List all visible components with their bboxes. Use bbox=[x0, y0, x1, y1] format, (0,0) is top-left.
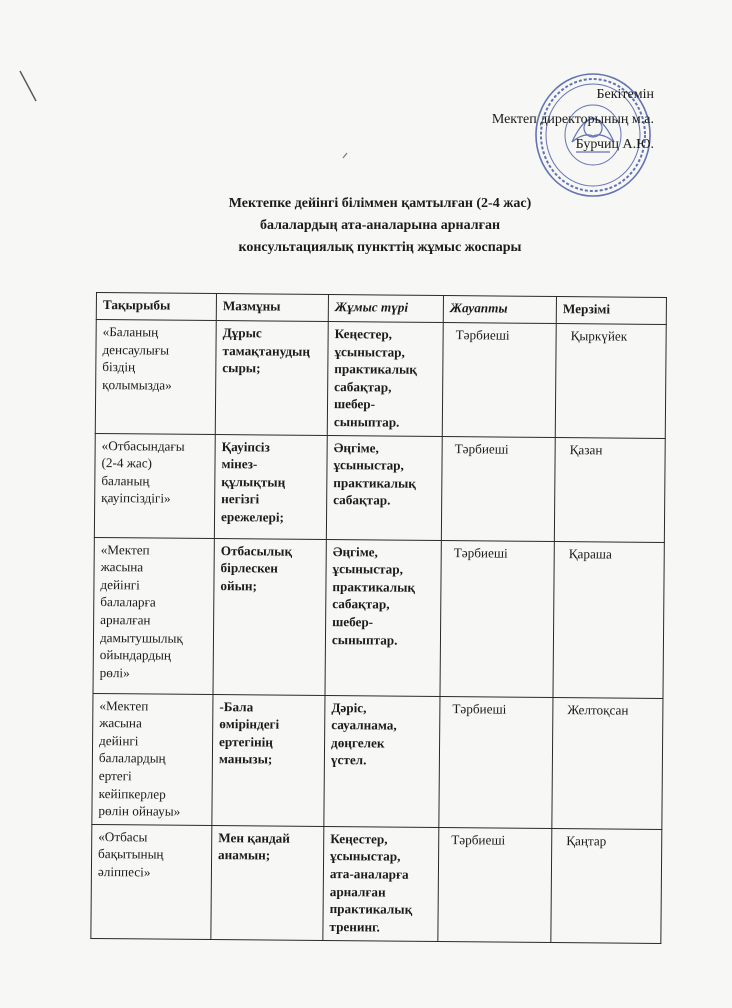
scan-mark-dot bbox=[340, 150, 352, 162]
cell-term: Қараша bbox=[553, 541, 664, 698]
cell-content: Дұрыс тамақтанудың сыры; bbox=[215, 321, 328, 436]
cell-work-type: Кеңестер, ұсыныстар, практикалық сабақтар, шебер- сыныптар. bbox=[327, 322, 443, 437]
cell-responsible: Тәрбиеші bbox=[440, 540, 554, 697]
cell-term: Желтоқсан bbox=[552, 697, 663, 829]
cell-responsible: Тәрбиеші bbox=[438, 827, 552, 942]
header-work-type: Жұмыс түрі bbox=[328, 295, 443, 323]
cell-work-type: Әңгіме, ұсыныстар, практикалық сабақтар, шебер- сыныптар. bbox=[325, 539, 441, 696]
cell-work-type: Әңгіме, ұсыныстар, практикалық сабақтар. bbox=[326, 435, 442, 540]
header-term: Мерзімі bbox=[556, 297, 666, 325]
cell-topic: «Отбасындағы (2-4 жас) баланың қауіпсіздігі» bbox=[94, 433, 215, 538]
scan-mark-line bbox=[16, 68, 46, 108]
table-row bbox=[95, 320, 666, 439]
cell-responsible: Тәрбиеші bbox=[439, 696, 553, 828]
cell-topic: «Мектеп жасына дейінгі балалардың ертегі кейіпкерлер рөлін ойнауы» bbox=[92, 693, 213, 825]
table-row bbox=[91, 824, 662, 943]
cell-topic: «Мектеп жасына дейінгі балаларға арналған дамытушылық ойындардың рөлі» bbox=[93, 537, 214, 694]
cell-content: Қауіпсіз мінез- құлықтың негізгі ережелері; bbox=[214, 434, 327, 539]
approval-name: Бурчиц А.Ю. bbox=[575, 137, 654, 152]
cell-responsible: Тәрбиеші bbox=[441, 436, 555, 541]
cell-content: -Бала өміріндегі ертегінің манызы; bbox=[212, 694, 325, 826]
cell-term: Қазан bbox=[554, 437, 665, 542]
table-row bbox=[93, 537, 664, 698]
title-line-1: Мектепке дейінгі біліммен қамтылған (2-4 жас) bbox=[228, 196, 532, 211]
cell-content: Мен қандай анамын; bbox=[211, 825, 324, 940]
approval-position: Мектеп директорының м.а. bbox=[491, 112, 654, 127]
cell-topic: «Отбасы бақытының әліппесі» bbox=[91, 824, 212, 939]
title-line-3: консультациялық пункттің жұмыс жоспары bbox=[238, 240, 522, 255]
cell-work-type: Дәріс, сауалнама, дөңгелек үстел. bbox=[324, 695, 440, 827]
cell-responsible: Тәрбиеші bbox=[442, 323, 556, 438]
cell-term: Қыркүйек bbox=[555, 324, 666, 439]
table-row bbox=[94, 433, 665, 542]
header-content: Мазмұны bbox=[216, 294, 328, 322]
header-topic: Тақырыбы bbox=[96, 293, 216, 321]
cell-topic: «Баланың денсаулығы біздің қолымызда» bbox=[95, 320, 216, 435]
title-line-2: балалардың ата-аналарына арналған bbox=[259, 218, 501, 233]
approval-word: Бекітемін bbox=[596, 87, 654, 102]
document-title bbox=[120, 193, 640, 259]
cell-content: Отбасылық бірлескен ойын; bbox=[213, 538, 326, 695]
table-row bbox=[92, 693, 663, 829]
cell-work-type: Кеңестер, ұсыныстар, ата-аналарға арналған практикалық тренинг. bbox=[323, 826, 439, 941]
header-responsible: Жауапты bbox=[443, 296, 556, 324]
plan-table bbox=[90, 292, 667, 944]
approval-block bbox=[492, 82, 654, 157]
cell-term: Қаңтар bbox=[551, 828, 662, 943]
